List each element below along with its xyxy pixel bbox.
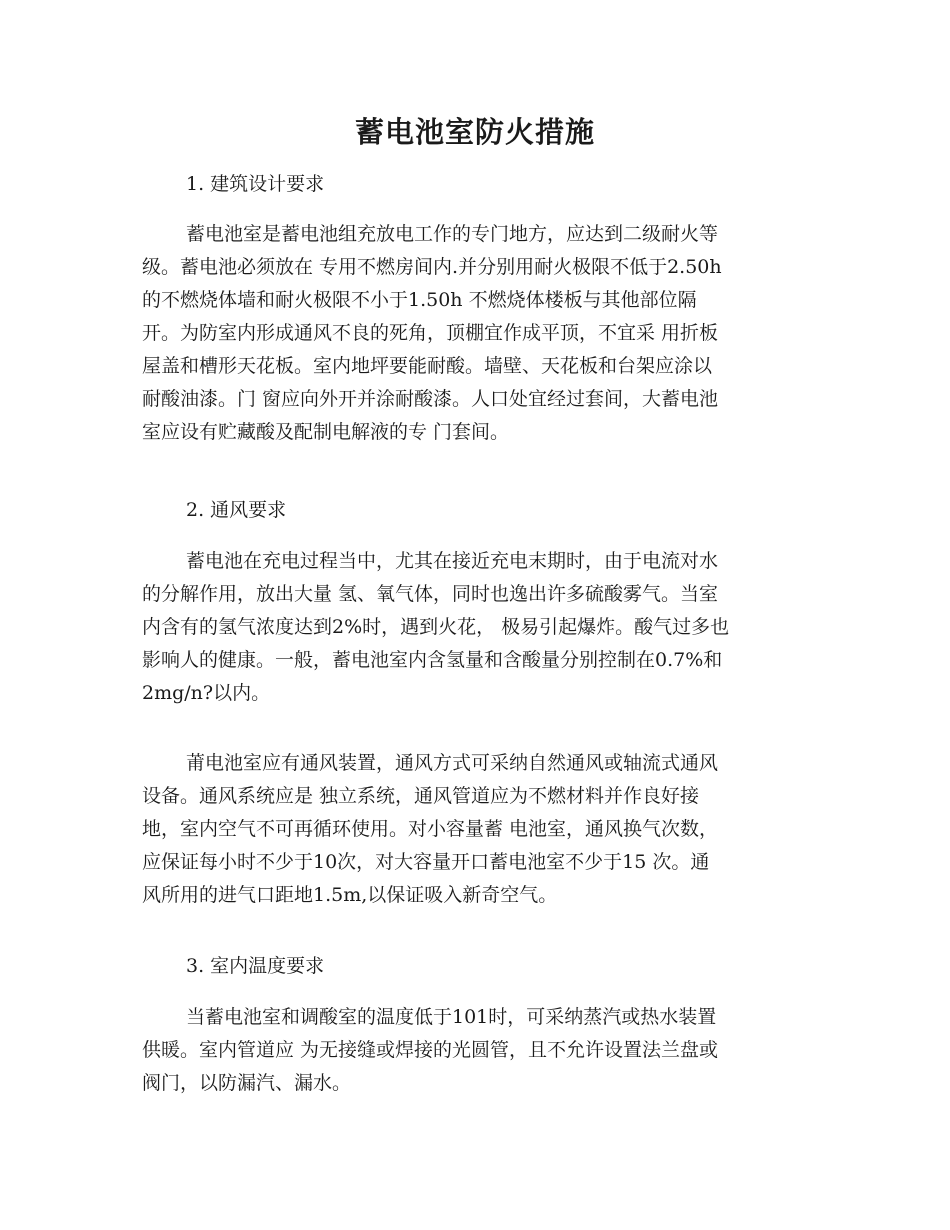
- paragraph-line: 供暖。室内管道应 为无接缝或焊接的光圆管，且不允许设置法兰盘或: [142, 1039, 719, 1061]
- paragraph-line: 当蓄电池室和调酸室的温度低于101时，可采纳蒸汽或热水装置: [186, 1006, 717, 1028]
- paragraph-line: 风所用的进气口距地1.5m,以保证吸入新奇空气。: [142, 884, 558, 906]
- paragraph-line: 内含有的氢气浓度达到2%时，遇到火花， 极易引起爆炸。酸气过多也: [142, 616, 730, 638]
- paragraph-line: 阀门，以防漏汽、漏水。: [142, 1072, 352, 1094]
- paragraph-line: 耐酸油漆。门 窗应向外开并涂耐酸漆。人口处宜经过套间，大蓄电池: [142, 388, 719, 410]
- paragraph-line: 影响人的健康。一般，蓄电池室内含氢量和含酸量分别控制在0.7%和: [142, 649, 723, 671]
- paragraph-line: 级。蓄电池必须放在 专用不燃房间内.并分别用耐火极限不低于2.50h: [142, 256, 722, 278]
- document-title: 蓄电池室防火措施: [354, 115, 595, 149]
- paragraph-line: 开。为防室内形成通风不良的死角，顶棚宜作成平顶，不宜采 用折板: [142, 322, 719, 344]
- paragraph-line: 室应设有贮藏酸及配制电解液的专 门套间。: [142, 421, 510, 443]
- paragraph-ventilation-hydrogen: [142, 545, 808, 710]
- paragraph-line: 应保证每小时不少于10次，对大容量开口蓄电池室不少于15 次。通: [142, 851, 710, 873]
- paragraph-indoor-temperature: [142, 1001, 808, 1100]
- paragraph-line: 蓄电池在充电过程当中，尤其在接近充电末期时，由于电流对水: [186, 550, 719, 572]
- paragraph-line: 的分解作用，放出大量 氢、氧气体，同时也逸出许多硫酸雾气。当室: [142, 583, 719, 605]
- paragraph-line: 莆电池室应有通风装置，通风方式可采纳自然通风或轴流式通风: [186, 752, 719, 774]
- section-heading-indoor-temperature: 3. 室内温度要求: [186, 955, 325, 977]
- paragraph-ventilation-system: [142, 747, 808, 912]
- paragraph-line: 2mg/n?以内。: [142, 682, 271, 704]
- paragraph-line: 设备。通风系统应是 独立系统，通风管道应为不燃材料并作良好接: [142, 785, 700, 807]
- paragraph-line: 屋盖和槽形天花板。室内地坪要能耐酸。墙壁、天花板和台架应涂以: [142, 355, 713, 377]
- paragraph-line: 的不燃烧体墙和耐火极限不小于1.50h 不燃烧体楼板与其他部位隔: [142, 289, 697, 311]
- section-heading-ventilation: 2. 通风要求: [186, 499, 287, 521]
- paragraph-building-design: [142, 218, 808, 449]
- paragraph-line: 地，室内空气不可再循环使用。对小容量蓄 电池室，通风换气次数，: [142, 818, 719, 840]
- paragraph-line: 蓄电池室是蓄电池组充放电工作的专门地方，应达到二级耐火等: [186, 223, 719, 245]
- section-heading-building-design: 1. 建筑设计要求: [186, 173, 325, 195]
